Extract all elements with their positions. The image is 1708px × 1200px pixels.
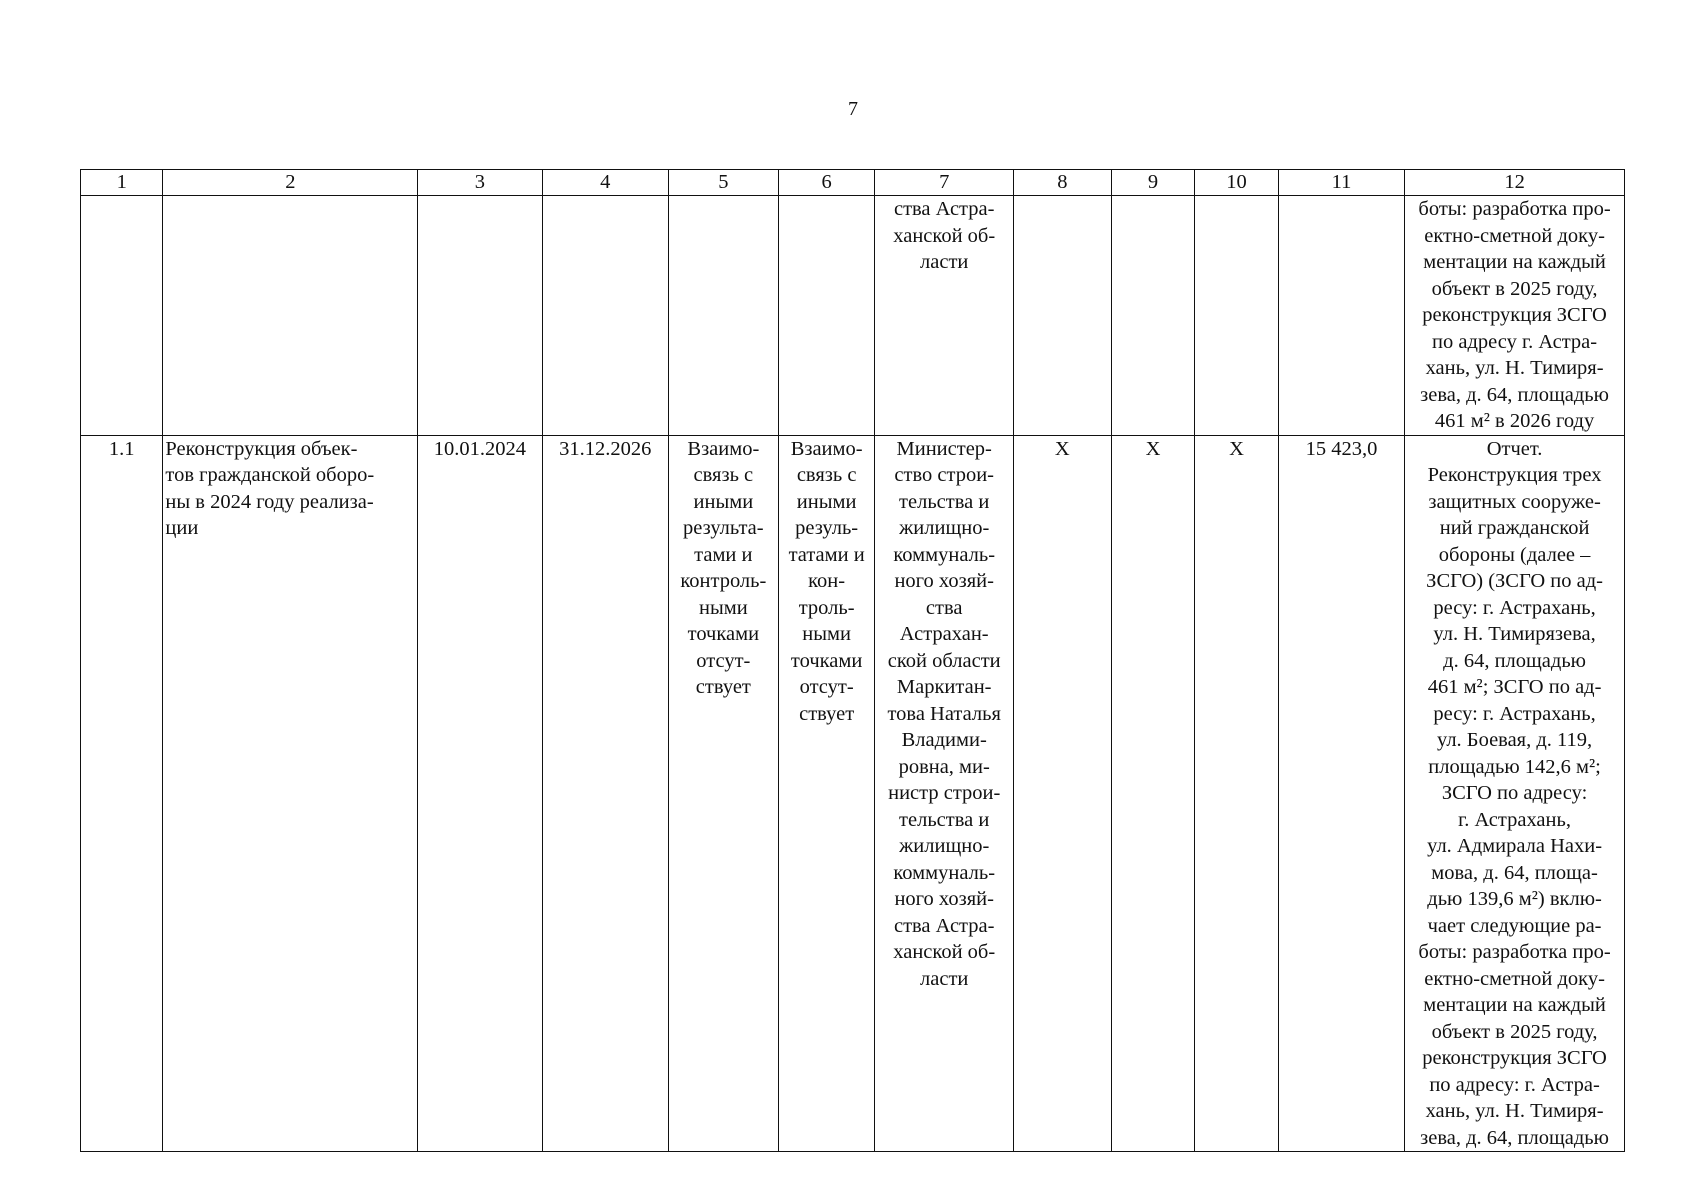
column-header: 12 [1405,170,1625,196]
cell-number: 1.1 [81,435,163,1152]
column-header: 2 [163,170,418,196]
cell-result: боты: разработка про- ектно-сметной доку- ментации на каждый объект в 2025 году, реконструкция ЗСГО по адресу г. Астра- хань, ул. Н. Тимиря- зева, д. 64, площадью 461 м² в 2026 году [1405,196,1625,436]
column-header: 8 [1013,170,1111,196]
cell-result: Отчет. Реконструкция трех защитных сооруже- ний гражданской обороны (далее – ЗСГО) (ЗСГО по ад- ресу: г. Астрахань, ул. Н. Тимирязева, д. 64, площадью 461 м²; ЗСГО по ад- ресу: г. Астрахань, ул. Боевая, д. 119, площадью 142,6 м²; ЗСГО по адресу: г. Астрахань, ул. Адмирала Нахи- мова, д. 64, площа- дью 139,6 м²) вклю- чает следующие ра- боты: разработка про- ектно-сметной доку- ментации на каждый объект в 2025 году, реконструкция ЗСГО по адресу: г. Астра- хань, ул. Н. Тимиря- зева, д. 64, площадью [1405,435,1625,1152]
column-header: 7 [875,170,1013,196]
cell-relation-2 [778,196,875,436]
column-header: 4 [542,170,668,196]
column-header: 11 [1278,170,1404,196]
cell-relation-2: Взаимо- связь с иными резуль- татами и кон- троль- ными точками отсут- ствует [778,435,875,1152]
column-header: 3 [418,170,542,196]
cell-responsible: Министер- ство строи- тельства и жилищно- коммуналь- ного хозяй- ства Астрахан- ской области Маркитан- това Наталья Владими- ровна, ми- нистр строи- тельства и жилищно- коммуналь- ного хозяй- ства Астра- ханской об- ласти [875,435,1013,1152]
document-table [80,169,1625,1152]
cell-responsible: ства Астра- ханской об- ласти [875,196,1013,436]
cell-amount [1278,196,1404,436]
cell-start-date [418,196,542,436]
cell-relation [668,196,778,436]
cell-number [81,196,163,436]
cell-end-date: 31.12.2026 [542,435,668,1152]
cell-relation: Взаимо- связь с иными результа- тами и контроль- ными точками отсут- ствует [668,435,778,1152]
cell-end-date [542,196,668,436]
table-row-1-1 [81,435,1625,1152]
cell-col10 [1195,196,1279,436]
cell-name: Реконструкция объек- тов гражданской оборо- ны в 2024 году реализа- ции [163,435,418,1152]
cell-col9 [1111,196,1195,436]
cell-name [163,196,418,436]
page-number: 7 [848,98,858,120]
cell-col8 [1013,196,1111,436]
column-header: 6 [778,170,875,196]
cell-col8: X [1013,435,1111,1152]
column-header: 10 [1195,170,1279,196]
column-header: 5 [668,170,778,196]
cell-start-date: 10.01.2024 [418,435,542,1152]
column-number-row [81,170,1625,196]
table-row-continuation [81,196,1625,436]
cell-col9: X [1111,435,1195,1152]
cell-amount: 15 423,0 [1278,435,1404,1152]
cell-col10: X [1195,435,1279,1152]
column-header: 9 [1111,170,1195,196]
column-header: 1 [81,170,163,196]
